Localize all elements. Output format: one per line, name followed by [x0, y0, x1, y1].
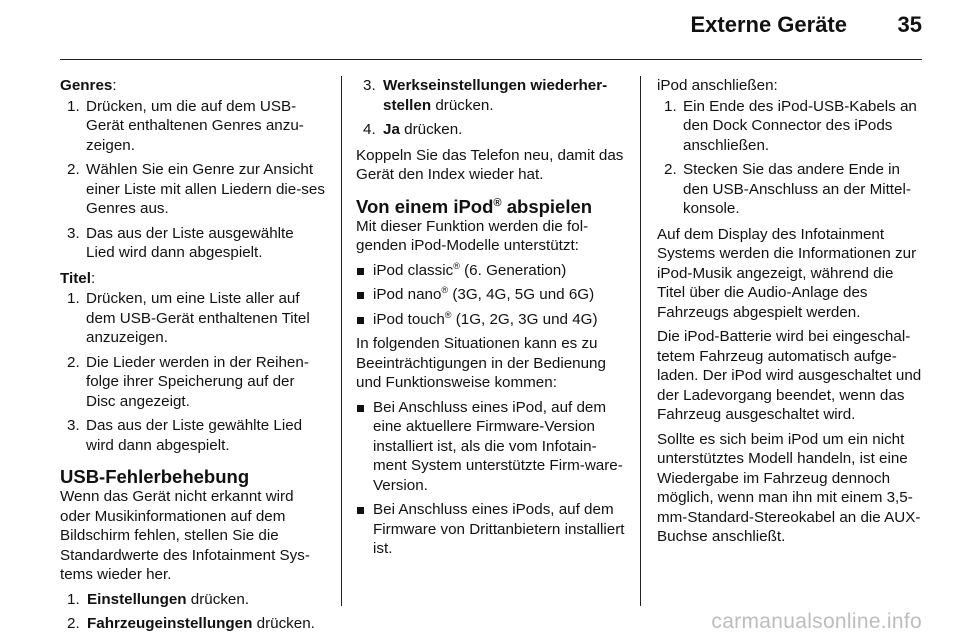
- paragraph: Auf dem Display des Infotainment Systems werden die Informationen zur iPod-Musik angezeigt, während die Titel über die Audio-Anlage des Fahrzeugs abgespielt werden.: [657, 225, 917, 321]
- column-divider-1: [341, 76, 342, 606]
- ipod-intro: Mit dieser Funktion werden die fol-genden iPod-Modelle unterstützt:: [356, 217, 589, 254]
- bullet-icon: [357, 507, 364, 514]
- paragraph: Sollte es sich beim iPod um ein nicht unterstütztes Modell handeln, ist eine Wiedergabe im Fahrzeug dennoch möglich, wenn man ihn mit einem 3,5-mm-Standard-Stereokabel an die AUX-Buchse anschließt.: [657, 430, 921, 545]
- list-item: Bei Anschluss eines iPods, auf dem Firmware von Drittanbietern installiert ist.: [356, 500, 628, 559]
- bullet-icon: [357, 268, 364, 275]
- titel-list: [60, 289, 326, 455]
- list-item: 2. Fahrzeugeinstellungen drücken.: [67, 615, 315, 632]
- ipod-models-list: [356, 261, 628, 330]
- bullet-icon: [357, 292, 364, 299]
- connect-steps-list: [657, 97, 923, 219]
- genres-list: [60, 97, 326, 263]
- list-item: 2. Stecken Sie das andere Ende in den USB-Anschluss an der Mittel-konsole.: [664, 161, 911, 217]
- list-item: 3. Das aus der Liste ausgewählte Lied wird dann abgespielt.: [67, 224, 294, 261]
- situations-text: In folgenden Situationen kann es zu Beeinträchtigungen in der Bedienung und Funktionsweise kommen:: [356, 335, 606, 391]
- header-divider: [60, 59, 922, 60]
- list-item: 4. Ja drücken.: [363, 121, 463, 138]
- page-number: 35: [897, 12, 922, 37]
- list-item: iPod touch® (1G, 2G, 3G und 4G): [356, 310, 628, 330]
- list-item: Bei Anschluss eines iPod, auf dem eine aktuellere Firmware-Version installiert ist, als die vom Infotain-ment System unterstützte Firm-ware-Version.: [356, 398, 628, 496]
- column-2: [356, 76, 628, 564]
- list-item: 3. Das aus der Liste gewählte Lied wird dann abgespielt.: [67, 417, 303, 454]
- titel-label: Titel:: [60, 269, 96, 287]
- reconnect-text: Koppeln Sie das Telefon neu, damit das Gerät den Index wieder hat.: [356, 146, 624, 183]
- situations-list: [356, 398, 628, 559]
- list-item: iPod nano® (3G, 4G, 5G und 6G): [356, 285, 628, 305]
- column-1: [60, 76, 326, 640]
- watermark: carmanualsonline.info: [711, 610, 922, 633]
- list-item: 1. Drücken, um eine Liste aller auf dem USB-Gerät enthaltenen Titel anzuzeigen.: [67, 290, 310, 346]
- list-item: 3. Werkseinstellungen wiederher-stellen drücken.: [363, 77, 608, 114]
- usb-troubleshooting-text: Wenn das Gerät nicht erkannt wird oder Musikinformationen auf dem Bildschirm fehlen, stellen Sie die Standardwerte des Infotainment Sys-tems wieder her.: [60, 488, 310, 583]
- list-item: 2. Wählen Sie ein Genre zur Ansicht einer Liste mit allen Liedern die-ses Genres aus.: [67, 161, 325, 217]
- paragraph: Die iPod-Batterie wird bei eingeschal-tetem Fahrzeug automatisch aufge-laden. Der iPod wird ausgeschaltet und der Ladevorgang beendet, wenn das Fahrzeug ausgeschaltet wird.: [657, 328, 922, 423]
- list-item: iPod classic® (6. Generation): [356, 261, 628, 281]
- genres-label: Genres:: [60, 77, 117, 94]
- ipod-heading: Von einem iPod® abspielen: [356, 195, 593, 217]
- list-item: 2. Die Lieder werden in der Reihen-folge ihrer Speicherung auf der Disc angezeigt.: [67, 353, 309, 410]
- list-item: 1. Ein Ende des iPod-USB-Kabels an den Dock Connector des iPods anschließen.: [664, 97, 917, 154]
- page-title: Externe Geräte: [690, 12, 847, 37]
- usb-troubleshooting-heading: USB-Fehlerbehebung: [60, 466, 250, 487]
- reset-steps-list: [60, 590, 326, 634]
- column-3: [657, 76, 923, 552]
- list-item: 1. Drücken, um die auf dem USB-Gerät enthaltenen Genres anzu-zeigen.: [67, 97, 304, 154]
- list-item: 1. Einstellungen drücken.: [67, 590, 250, 608]
- bullet-icon: [357, 405, 364, 412]
- column-divider-2: [640, 76, 641, 606]
- connect-label: iPod anschließen:: [657, 77, 778, 94]
- reset-steps-continued: [356, 76, 628, 140]
- bullet-icon: [357, 317, 364, 324]
